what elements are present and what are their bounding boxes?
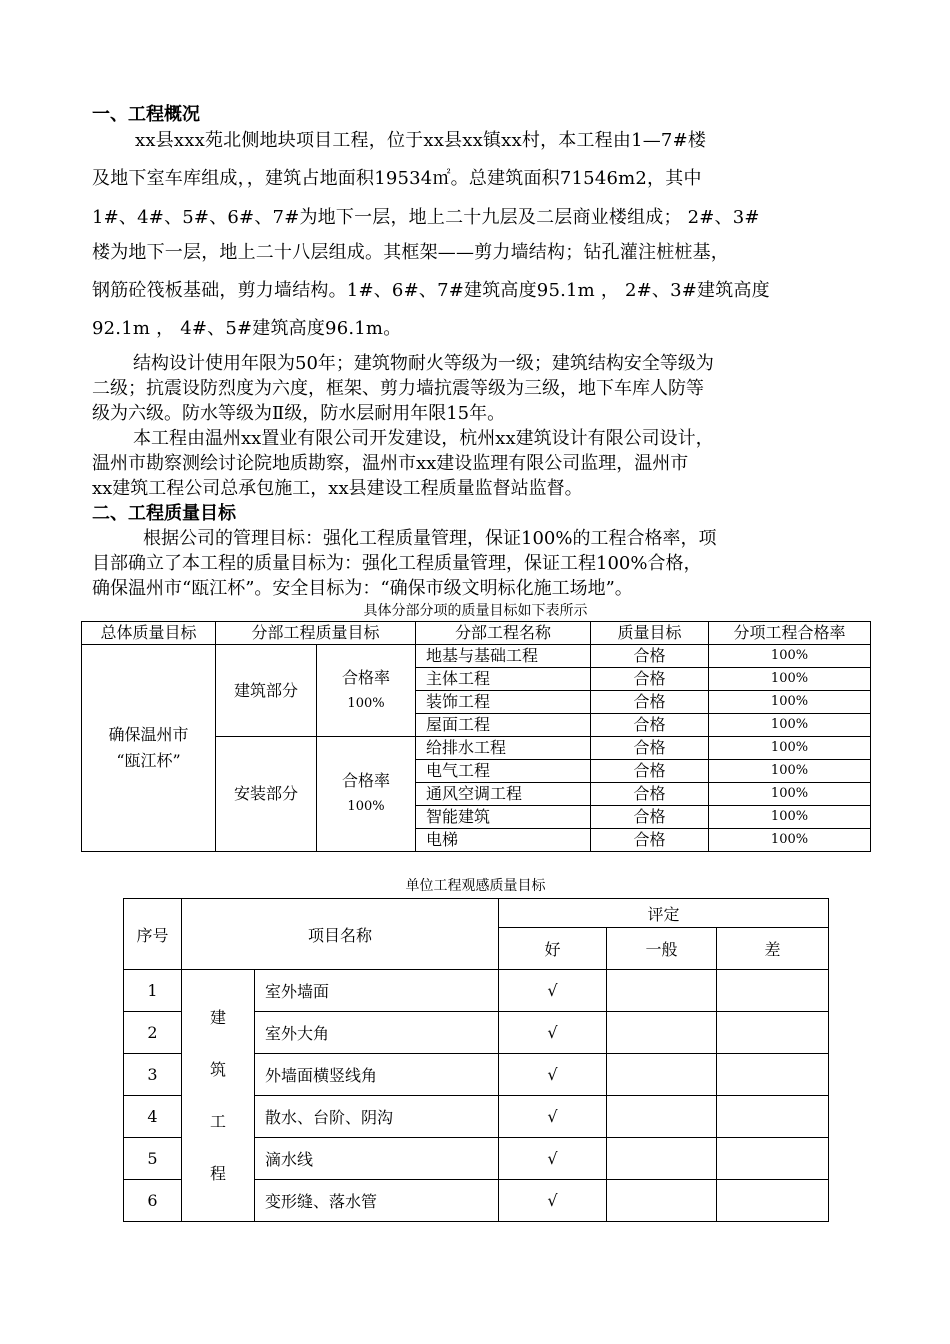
section2-heading: 二、工程质量目标: [92, 503, 236, 524]
category-char: 筑: [209, 1059, 226, 1079]
poor-cell: [717, 1054, 829, 1096]
poor-cell: [717, 1012, 829, 1054]
group-rate-cell: [317, 645, 416, 737]
paragraph-line: xx县xxx苑北侧地块项目工程，位于xx县xx镇xx村，本工程由1—7#楼: [135, 130, 707, 151]
average-cell: [607, 1054, 717, 1096]
item-cell: 屋面工程: [416, 714, 591, 737]
rate-cell: 100%: [709, 737, 871, 760]
index-cell: 1: [124, 970, 182, 1012]
paragraph-line: 楼为地下一层，地上二十八层组成。其框架——剪力墙结构；钻孔灌注桩桩基，: [92, 242, 729, 263]
overall-target-line: 确保温州市: [108, 725, 189, 744]
poor-cell: [717, 970, 829, 1012]
rate-cell: 100%: [709, 691, 871, 714]
item-cell: 地基与基础工程: [416, 645, 591, 668]
rate-cell: 100%: [709, 783, 871, 806]
group-name-cell: 建筑部分: [216, 645, 317, 737]
rate-label: 合格率: [342, 667, 391, 687]
table-header-row: [82, 622, 871, 645]
header-cell: 总体质量目标: [82, 622, 216, 645]
header-cell: 分部工程名称: [416, 622, 591, 645]
good-cell: √: [499, 1054, 607, 1096]
table-row: [82, 645, 871, 668]
header-cell: 质量目标: [591, 622, 709, 645]
average-cell: [607, 1012, 717, 1054]
header-cell: 序号: [124, 899, 182, 970]
rate-cell: 100%: [709, 806, 871, 829]
item-cell: 外墙面横竖线角: [255, 1054, 499, 1096]
paragraph-line: 钢筋砼筏板基础，剪力墙结构。1#、6#、7#建筑高度95.1m ， 2#、3#建筑高度: [92, 280, 770, 301]
average-cell: [607, 970, 717, 1012]
item-cell: 室外墙面: [255, 970, 499, 1012]
target-cell: 合格: [591, 714, 709, 737]
target-cell: 合格: [591, 691, 709, 714]
paragraph-line: 及地下室车库组成，，建筑占地面积19534㎡。总建筑面积71546m2，其中: [92, 168, 702, 189]
paragraph-line: 确保温州市“瓯江杯”。安全目标为：“确保市级文明标化施工场地”。: [92, 578, 633, 599]
table-row: [124, 970, 829, 1012]
target-cell: 合格: [591, 806, 709, 829]
overall-target-cell: [82, 645, 216, 852]
item-cell: 给排水工程: [416, 737, 591, 760]
quality-target-table: [81, 621, 871, 852]
paragraph-line: 目部确立了本工程的质量目标为：强化工程质量管理，保证工程100%合格，: [92, 553, 702, 574]
header-cell: 分部工程质量目标: [216, 622, 416, 645]
group-rate-cell: [317, 737, 416, 852]
poor-cell: [717, 1096, 829, 1138]
header-cell: 一般: [607, 928, 717, 970]
target-cell: 合格: [591, 645, 709, 668]
item-cell: 散水、台阶、阴沟: [255, 1096, 499, 1138]
paragraph-line: 92.1m ， 4#、5#建筑高度96.1m。: [92, 318, 402, 339]
paragraph-line: 级为六级。防水等级为Ⅱ级，防水层耐用年限15年。: [92, 403, 506, 424]
category-char: 程: [209, 1163, 226, 1183]
rate-cell: 100%: [709, 829, 871, 852]
poor-cell: [717, 1138, 829, 1180]
rate-cell: 100%: [709, 645, 871, 668]
paragraph-line: 二级；抗震设防烈度为六度，框架、剪力墙抗震等级为三级，地下车库人防等: [92, 378, 704, 399]
header-cell: 项目名称: [182, 899, 499, 970]
paragraph-line: 根据公司的管理目标：强化工程质量管理，保证100%的工程合格率，项: [143, 528, 717, 549]
table2-caption: 单位工程观感质量目标: [405, 878, 546, 894]
target-cell: 合格: [591, 760, 709, 783]
average-cell: [607, 1180, 717, 1222]
index-cell: 3: [124, 1054, 182, 1096]
table1-caption: 具体分部分项的质量目标如下表所示: [363, 603, 588, 619]
rate-value: 100%: [347, 695, 385, 711]
appearance-quality-table: [123, 898, 829, 1222]
good-cell: √: [499, 1096, 607, 1138]
item-cell: 通风空调工程: [416, 783, 591, 806]
poor-cell: [717, 1180, 829, 1222]
category-char: 工: [209, 1111, 226, 1131]
rate-cell: 100%: [709, 760, 871, 783]
rate-label: 合格率: [342, 771, 391, 790]
good-cell: √: [499, 1012, 607, 1054]
target-cell: 合格: [591, 783, 709, 806]
paragraph-line: xx建筑工程公司总承包施工，xx县建设工程质量监督站监督。: [92, 478, 583, 499]
target-cell: 合格: [591, 737, 709, 760]
index-cell: 5: [124, 1138, 182, 1180]
paragraph-line: 结构设计使用年限为50年；建筑物耐火等级为一级；建筑结构安全等级为: [133, 353, 714, 374]
item-cell: 室外大角: [255, 1012, 499, 1054]
target-cell: 合格: [591, 668, 709, 691]
item-cell: 主体工程: [416, 668, 591, 691]
item-cell: 电气工程: [416, 760, 591, 783]
group-name-cell: 安装部分: [216, 737, 317, 852]
table-header-row: [124, 899, 829, 928]
overall-target-line: “瓯江杯”: [116, 751, 181, 770]
item-cell: 变形缝、落水管: [255, 1180, 499, 1222]
good-cell: √: [499, 1180, 607, 1222]
paragraph-line: 1#、4#、5#、6#、7#为地下一层，地上二十九层及二层商业楼组成； 2#、3#: [92, 207, 760, 228]
average-cell: [607, 1096, 717, 1138]
header-cell: 好: [499, 928, 607, 970]
item-cell: 电梯: [416, 829, 591, 852]
paragraph-line: 温州市勘察测绘讨论院地质勘察，温州市xx建设监理有限公司监理，温州市: [92, 453, 689, 474]
rate-value: 100%: [347, 799, 385, 814]
item-cell: 滴水线: [255, 1138, 499, 1180]
index-cell: 6: [124, 1180, 182, 1222]
target-cell: 合格: [591, 829, 709, 852]
good-cell: √: [499, 1138, 607, 1180]
header-cell: 分项工程合格率: [709, 622, 871, 645]
header-cell: 评定: [499, 899, 829, 928]
rate-cell: 100%: [709, 668, 871, 691]
section1-heading: 一、工程概况: [92, 104, 200, 125]
category-char: 建: [209, 1007, 226, 1027]
average-cell: [607, 1138, 717, 1180]
category-cell: [182, 970, 255, 1222]
good-cell: √: [499, 970, 607, 1012]
item-cell: 智能建筑: [416, 806, 591, 829]
header-cell: 差: [717, 928, 829, 970]
item-cell: 装饰工程: [416, 691, 591, 714]
paragraph-line: 本工程由温州xx置业有限公司开发建设，杭州xx建筑设计有限公司设计，: [133, 428, 714, 449]
index-cell: 2: [124, 1012, 182, 1054]
index-cell: 4: [124, 1096, 182, 1138]
rate-cell: 100%: [709, 714, 871, 737]
